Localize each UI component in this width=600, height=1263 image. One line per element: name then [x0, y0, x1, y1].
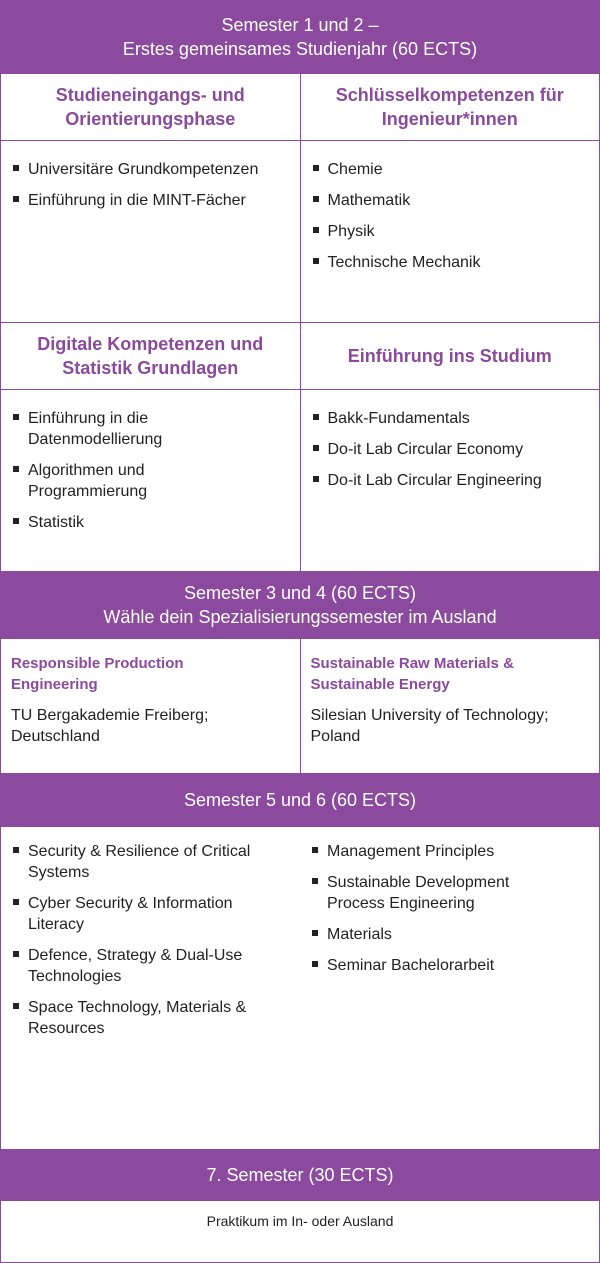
semester-1-2-header	[1, 1, 599, 73]
list-item	[11, 997, 290, 1039]
list-item-line: Process Engineering	[327, 895, 475, 912]
semester-3-4-title-line2: Wähle dein Spezialisierungssemester im Ausland	[103, 607, 497, 627]
praktikum-text: Praktikum im In- oder Ausland	[206, 1213, 394, 1229]
list-item-line: Defence, Strategy & Dual-Use	[28, 947, 243, 964]
semester-5-6-content	[1, 827, 599, 1149]
list-item	[11, 841, 290, 883]
list-item-line: Cyber Security & Information	[28, 895, 233, 912]
studieneingangs-heading	[1, 74, 300, 140]
title-line: Responsible Production	[11, 655, 184, 672]
freiberg-option-location	[11, 705, 290, 747]
list-item: Do-it Lab Circular Engineering	[311, 470, 590, 491]
block2-content-row	[1, 389, 599, 571]
list-item: Physik	[311, 221, 590, 242]
heading-line: Orientierungsphase	[65, 109, 236, 129]
list-item-line: Algorithmen und	[28, 462, 145, 479]
list-item	[310, 872, 589, 914]
schluesselkompetenzen-list-cell	[300, 141, 600, 322]
title-line: Sustainable Energy	[310, 676, 450, 693]
list-item-line: Technologies	[28, 968, 122, 985]
title-line: Sustainable Raw Materials &	[310, 655, 514, 672]
list-item-line: Management Principles	[327, 843, 495, 860]
list-item	[310, 841, 589, 862]
list-item-line: Space Technology, Materials &	[28, 999, 247, 1016]
semester-5-6-left-cell	[1, 827, 300, 1149]
list-item	[11, 945, 290, 987]
list-item: Einführung in die MINT-Fächer	[11, 190, 290, 211]
list-item: Bakk-Fundamentals	[311, 408, 590, 429]
semester-1-2-title-line1: Semester 1 und 2 –	[221, 15, 379, 35]
list-item: Do-it Lab Circular Economy	[311, 439, 590, 460]
list-item-line: Datenmodellierung	[28, 431, 163, 448]
semester-5-6-header	[1, 773, 599, 827]
semester-7-title: 7. Semester (30 ECTS)	[206, 1165, 394, 1185]
einfuehrung-studium-heading	[300, 323, 600, 389]
digitale-kompetenzen-heading	[1, 323, 300, 389]
block2-header-row	[1, 322, 599, 389]
location-line: Deutschland	[11, 728, 100, 745]
semester-7-content	[1, 1201, 599, 1241]
location-line: TU Bergakademie Freiberg;	[11, 707, 209, 724]
semester-1-2-title-line2: Erstes gemeinsames Studienjahr (60 ECTS)	[122, 39, 478, 59]
location-line: Silesian University of Technology;	[310, 707, 549, 724]
list-item-line: Einführung in die	[28, 410, 149, 427]
silesian-option-title	[311, 653, 590, 695]
silesian-option-cell	[300, 639, 600, 773]
heading-line: Ingenieur*innen	[381, 109, 518, 129]
schluesselkompetenzen-heading	[300, 74, 600, 140]
list-item-line: Seminar Bachelorarbeit	[327, 957, 495, 974]
list-item-line: Literacy	[28, 916, 85, 933]
list-item	[11, 460, 290, 502]
list-item-line: Systems	[28, 864, 90, 881]
semester-3-4-title-line1: Semester 3 und 4 (60 ECTS)	[183, 583, 417, 603]
heading-line: Einführung ins Studium	[347, 346, 552, 366]
list-item-line: Programmierung	[28, 483, 148, 500]
heading-line: Statistik Grundlagen	[62, 358, 239, 378]
list-item-line: Security & Resilience of Critical	[28, 843, 251, 860]
block1-content-row	[1, 140, 599, 322]
list-item: Chemie	[311, 159, 590, 180]
silesian-option-location	[311, 705, 590, 747]
freiberg-option-cell	[1, 639, 300, 773]
location-line: Poland	[310, 728, 361, 745]
studieneingangs-list	[11, 159, 290, 211]
list-item: Technische Mechanik	[311, 252, 590, 273]
semester-5-6-left-list	[11, 841, 290, 1039]
digitale-kompetenzen-list	[11, 408, 290, 533]
freiberg-option-title	[11, 653, 290, 695]
list-item: Universitäre Grundkompetenzen	[11, 159, 290, 180]
title-line: Engineering	[11, 676, 98, 693]
list-item	[11, 408, 290, 450]
list-item	[11, 893, 290, 935]
list-item-line: Sustainable Development	[327, 874, 510, 891]
list-item-line: Materials	[327, 926, 392, 943]
digitale-kompetenzen-list-cell	[1, 390, 300, 571]
einfuehrung-studium-list-cell	[300, 390, 600, 571]
schluesselkompetenzen-list	[311, 159, 590, 273]
list-item-line: Resources	[28, 1020, 105, 1037]
list-item: Mathematik	[311, 190, 590, 211]
list-item	[310, 955, 589, 976]
semester-5-6-right-list	[310, 841, 589, 976]
semester-7-header	[1, 1149, 599, 1201]
heading-line: Schlüsselkompetenzen für	[335, 85, 564, 105]
specialisation-row	[1, 639, 599, 773]
semester-3-4-header	[1, 571, 599, 639]
studieneingangs-list-cell	[1, 141, 300, 322]
list-item	[11, 512, 290, 533]
block1-header-row	[1, 73, 599, 140]
heading-line: Digitale Kompetenzen und	[37, 334, 264, 354]
semester-5-6-right-cell	[300, 827, 599, 1149]
list-item-line: Statistik	[28, 514, 85, 531]
einfuehrung-studium-list	[311, 408, 590, 491]
heading-line: Studieneingangs- und	[55, 85, 245, 105]
semester-5-6-title: Semester 5 und 6 (60 ECTS)	[183, 790, 417, 810]
list-item	[310, 924, 589, 945]
